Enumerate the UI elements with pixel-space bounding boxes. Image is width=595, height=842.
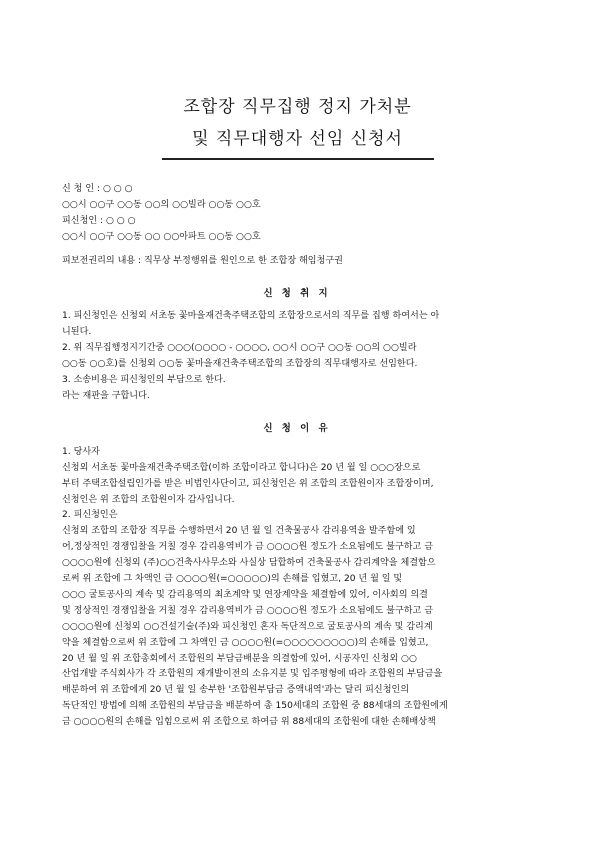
respondent-address: ○○시 ○○구 ○○동 ○○ ○○아파트 ○○동 ○○호 [62, 231, 261, 242]
document-body [62, 182, 532, 731]
title-underline [162, 158, 434, 160]
parties-block [62, 182, 532, 246]
reason-line: 금 ○○○○원의 손해를 입힘으로써 위 조합으로 하여금 위 88세대의 조합원에 대한 손해배상책 [62, 717, 436, 728]
reason-line: 약을 체결함으로써 위 조합에 그 차액인 금 ○○○○원(=○○○○○○○○○)의 손해를 입혔고, [62, 637, 429, 648]
reason-line: ○○○○원에 신청외 (주)○○건축사사무소와 사실상 담합하여 건축물공사 감리계약을 체결함으 [62, 558, 436, 569]
reason-line: 배분하여 위 조합에게 20 년 월 일 송부한 '조합원부담금 증액내역'과는 달리 피신청인의 [62, 685, 410, 696]
title-line-1: 조합장 직무집행 정지 가처분 [183, 97, 412, 117]
reason-line: ○○○○원에 신청외 ○○건설기술(주)와 피신청인 혼자 독단적으로 굴토공사의 계속 및 감리계 [62, 621, 433, 632]
purpose-line: 니된다. [62, 327, 92, 338]
purpose-block [62, 309, 532, 404]
reason-line: ○○○ 굴토공사의 계속 및 감리용역의 최초계약 및 연장계약을 체결함에 있어, 이사회의 의결 [62, 589, 428, 600]
applicant-address: ○○시 ○○구 ○○동 ○○의 ○○빌라 ○○동 ○○호 [62, 199, 261, 210]
purpose-line: ○○동 ○○호)를 신청외 ○○동 꽃마을재건축주택조합의 조합장의 직무대행자로 선임한다. [62, 359, 418, 370]
applicant-label: 신 청 인 : ○ ○ ○ [62, 184, 133, 194]
section-1-title: 1. 당사자 [62, 446, 100, 457]
purpose-line: 1. 피신청인은 신청외 서초동 꽃마을재건축주택조합의 조합장으로서의 직무를 집행 하여서는 아 [62, 311, 440, 322]
reason-line: 및 정상적인 경쟁입찰을 거칠 경우 감리용역비가 금 ○○○○원 정도가 소요됨에도 불구하고 금 [62, 605, 433, 616]
purpose-line: 라는 재판을 구합니다. [62, 390, 150, 401]
reasons-block [62, 445, 532, 731]
title-line-2: 및 직무대행자 선임 신청서 [192, 129, 403, 149]
reason-line: 어,정상적인 경쟁입찰을 거칠 경우 감리용역비가 금 ○○○○원 정도가 소요됨에도 불구하고 금 [62, 542, 433, 553]
reasons-heading: 신 청 이 유 [263, 422, 331, 434]
respondent-label: 피신청인 : ○ ○ ○ [62, 215, 136, 226]
reason-line: 산업개발 주식회사가 각 조합원의 재개발이전의 소유지분 및 입주평형에 따라 조합원의 부담금을 [62, 669, 443, 680]
reason-line: 신청외 서초동 꽃마을재건축주택조합(이하 조합이라고 합니다)은 20 년 월 일 ○○○장으로 [62, 462, 421, 473]
reason-line: 로써 위 조합에 그 차액인 금 ○○○○원(=○○○○○)의 손해를 입혔고, 20 년 월 일 및 [62, 574, 403, 585]
document-title [0, 96, 595, 160]
purpose-line: 2. 위 직무집행정지기간중 ○○○(○○○○ - ○○○○, ○○시 ○○구 ○○동 ○○의 ○○빌라 [62, 343, 417, 354]
preserved-right: 피보전권리의 내용 : 직무상 부정행위를 원인으로 한 조합장 해임청구권 [62, 255, 343, 266]
reason-line: 독단적인 방법에 의해 조합원의 부담금을 배분하여 총 150세대의 조합원 중 88세대의 조합원에게 [62, 701, 448, 712]
section-2-title: 2. 피신청인은 [62, 510, 118, 521]
reason-line: 신청인은 위 조합의 조합원이자 감사입니다. [62, 494, 235, 505]
purpose-line: 3. 소송비용은 피신청인의 부담으로 한다. [62, 375, 226, 386]
reason-line: 신청외 조합의 조합장 직무를 수행하면서 20 년 월 일 건축물공사 감리용역을 발주함에 있 [62, 526, 416, 537]
reason-line: 부터 주택조합설립인가를 받은 비법인사단이고, 피신청인은 위 조합의 조합원이자 조합장이며, [62, 478, 434, 489]
reason-line: 20 년 월 일 위 조합총회에서 조합원의 부담금배분을 의결함에 있어, 시공자인 신청외 ○○ [62, 653, 417, 664]
purpose-heading: 신 청 취 지 [263, 287, 331, 299]
